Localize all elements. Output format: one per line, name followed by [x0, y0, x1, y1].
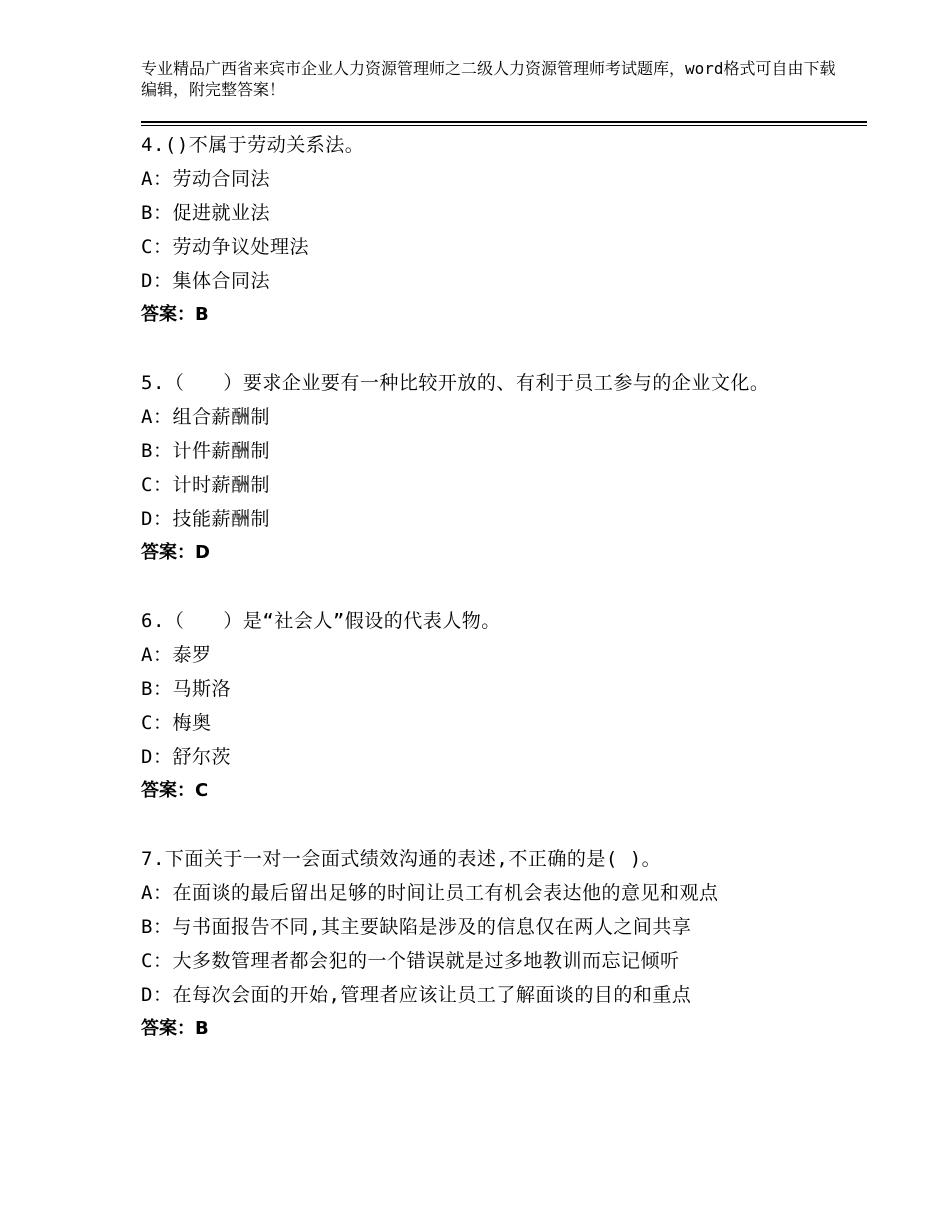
option-c: C：梅奥 — [141, 712, 212, 734]
spacer — [141, 332, 821, 366]
question-stem: 5.（ ）要求企业要有一种比较开放的、有利于员工参与的企业文化。 — [141, 372, 770, 394]
spacer — [141, 808, 821, 842]
option-b: B：促进就业法 — [141, 202, 270, 224]
document-header: 专业精品广西省来宾市企业人力资源管理师之二级人力资源管理师考试题库，word格式可自由下载编辑，附完整答案！ — [141, 59, 836, 99]
option-b: B：计件薪酬制 — [141, 440, 270, 462]
question-5 — [141, 366, 821, 570]
answer-label: 答案：D — [141, 542, 210, 563]
option-c: C：大多数管理者都会犯的一个错误就是过多地教训而忘记倾听 — [141, 950, 680, 972]
question-stem: 7.下面关于一对一会面式绩效沟通的表述,不正确的是( )。 — [141, 848, 662, 870]
option-b: B：马斯洛 — [141, 678, 231, 700]
spacer — [141, 570, 821, 604]
question-stem: 6.（ ）是“社会人”假设的代表人物。 — [141, 610, 501, 632]
option-a: A：劳动合同法 — [141, 168, 270, 190]
question-4 — [141, 128, 821, 332]
option-d: D：集体合同法 — [141, 270, 270, 292]
option-d: D：技能薪酬制 — [141, 508, 270, 530]
option-c: C：劳动争议处理法 — [141, 236, 309, 258]
answer-label: 答案：B — [141, 1018, 209, 1039]
option-d: D：在每次会面的开始,管理者应该让员工了解面谈的目的和重点 — [141, 984, 692, 1006]
header-rule-thin — [141, 125, 867, 126]
option-b: B：与书面报告不同,其主要缺陷是涉及的信息仅在两人之间共享 — [141, 916, 692, 938]
question-stem: 4.()不属于劳动关系法。 — [141, 134, 365, 156]
question-list — [141, 128, 821, 1046]
option-a: A：组合薪酬制 — [141, 406, 270, 428]
header-rule-thick — [141, 121, 867, 123]
answer-label: 答案：B — [141, 304, 209, 325]
answer-label: 答案：C — [141, 780, 209, 801]
question-6 — [141, 604, 821, 808]
question-7 — [141, 842, 821, 1046]
option-d: D：舒尔茨 — [141, 746, 231, 768]
option-a: A：泰罗 — [141, 644, 212, 666]
option-c: C：计时薪酬制 — [141, 474, 270, 496]
option-a: A：在面谈的最后留出足够的时间让员工有机会表达他的意见和观点 — [141, 882, 719, 904]
